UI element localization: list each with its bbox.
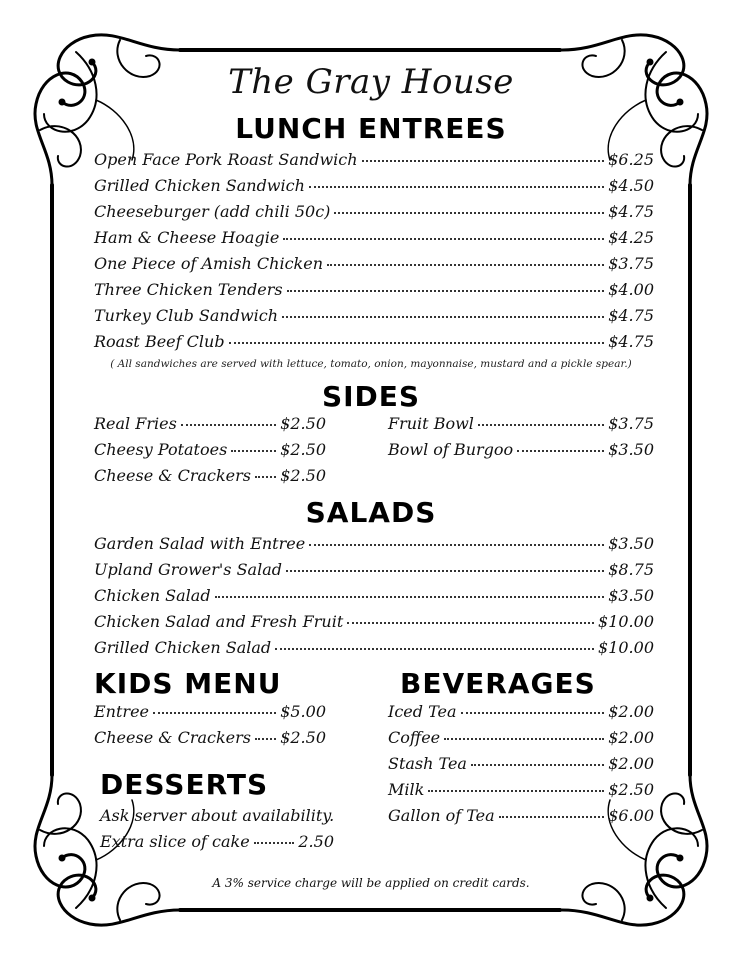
menu-row [94, 702, 326, 726]
beverages-heading: BEVERAGES [400, 667, 596, 700]
item-price: $2.00 [608, 728, 654, 747]
menu-row [388, 806, 654, 830]
restaurant-title: The Gray House [228, 62, 514, 102]
menu-row [94, 586, 654, 610]
item-name: Cheese & Crackers [94, 728, 251, 747]
leader-dots [499, 816, 605, 818]
leader-dots [255, 738, 276, 740]
item-name: Entree [94, 702, 149, 721]
item-price: $4.50 [608, 176, 654, 195]
leader-dots [282, 316, 604, 318]
menu-row [388, 414, 654, 438]
item-name: Gallon of Tea [388, 806, 495, 825]
item-name: One Piece of Amish Chicken [94, 254, 324, 273]
menu-row [94, 202, 654, 226]
menu-row [94, 254, 654, 278]
item-price: $3.75 [608, 254, 654, 273]
leader-dots [327, 264, 604, 266]
salads-heading: SALADS [305, 496, 437, 529]
menu-row [94, 638, 654, 662]
leader-dots [517, 450, 604, 452]
menu-row [388, 702, 654, 726]
item-name: Turkey Club Sandwich [94, 306, 279, 325]
desserts-heading: DESSERTS [100, 768, 269, 801]
leader-dots [254, 842, 295, 844]
menu-row [94, 332, 654, 356]
item-price: $2.50 [280, 466, 326, 485]
leader-dots [461, 712, 605, 714]
item-name: Cheeseburger (add chili 50c) [94, 202, 331, 221]
leader-dots [229, 342, 605, 344]
leader-dots [153, 712, 276, 714]
leader-dots [286, 570, 604, 572]
menu-row [94, 560, 654, 584]
leader-dots [287, 290, 605, 292]
item-price: $3.75 [608, 414, 654, 433]
service-charge-note: A 3% service charge will be applied on credit cards. [212, 876, 530, 890]
item-name: Ham & Cheese Hoagie [94, 228, 280, 247]
item-name: Upland Grower's Salad [94, 560, 282, 579]
leader-dots [471, 764, 604, 766]
item-price: $6.00 [608, 806, 654, 825]
item-price: $4.75 [608, 332, 654, 351]
menu-row [94, 306, 654, 330]
item-name: Grilled Chicken Sandwich [94, 176, 305, 195]
item-price: $3.50 [608, 586, 654, 605]
item-price: $10.00 [598, 638, 654, 657]
item-price: $2.50 [280, 728, 326, 747]
item-price: $10.00 [598, 612, 654, 631]
item-price: $4.75 [608, 306, 654, 325]
lunch-heading: LUNCH ENTREES [235, 112, 507, 145]
kids-heading: KIDS MENU [94, 667, 282, 700]
item-name: Cheesy Potatoes [94, 440, 228, 459]
menu-row [100, 832, 334, 856]
dessert-availability: Ask server about availability. [100, 806, 335, 825]
leader-dots [309, 186, 604, 188]
item-name: Chicken Salad and Fresh Fruit [94, 612, 344, 631]
item-price: $2.50 [280, 440, 326, 459]
item-price: $3.50 [608, 534, 654, 553]
item-name: Three Chicken Tenders [94, 280, 283, 299]
menu-row [94, 414, 326, 438]
item-price: $2.50 [608, 780, 654, 799]
item-price: $4.75 [608, 202, 654, 221]
item-name: Cheese & Crackers [94, 466, 251, 485]
item-name: Grilled Chicken Salad [94, 638, 272, 657]
menu-row [388, 780, 654, 804]
menu-row [94, 440, 326, 464]
leader-dots [283, 238, 604, 240]
item-name: Fruit Bowl [388, 414, 474, 433]
menu-row [94, 728, 326, 752]
item-name: Chicken Salad [94, 586, 211, 605]
leader-dots [478, 424, 604, 426]
menu-row [94, 150, 654, 174]
item-price: $2.50 [280, 414, 326, 433]
leader-dots [334, 212, 604, 214]
sandwich-note: ( All sandwiches are served with lettuce, tomato, onion, mayonnaise, mustard and a pickle spear.) [110, 358, 632, 370]
item-name: Bowl of Burgoo [388, 440, 514, 459]
menu-row [94, 280, 654, 304]
leader-dots [231, 450, 276, 452]
item-price: $2.00 [608, 754, 654, 773]
item-price: $5.00 [280, 702, 326, 721]
item-price: $4.00 [608, 280, 654, 299]
item-price: 2.50 [298, 832, 334, 851]
leader-dots [362, 160, 605, 162]
leader-dots [428, 790, 604, 792]
item-name: Iced Tea [388, 702, 457, 721]
item-name: Milk [388, 780, 425, 799]
leader-dots [255, 476, 276, 478]
item-name: Stash Tea [388, 754, 467, 773]
item-name: Extra slice of cake [100, 832, 250, 851]
menu-row [388, 754, 654, 778]
item-price: $8.75 [608, 560, 654, 579]
item-price: $6.25 [608, 150, 654, 169]
menu-row [94, 466, 326, 490]
leader-dots [275, 648, 594, 650]
leader-dots [444, 738, 604, 740]
item-name: Roast Beef Club [94, 332, 225, 351]
item-price: $2.00 [608, 702, 654, 721]
leader-dots [181, 424, 276, 426]
leader-dots [309, 544, 604, 546]
leader-dots [215, 596, 605, 598]
item-price: $4.25 [608, 228, 654, 247]
sides-heading: SIDES [321, 380, 421, 413]
leader-dots [347, 622, 594, 624]
item-name: Coffee [388, 728, 441, 747]
item-name: Real Fries [94, 414, 177, 433]
menu-row [94, 176, 654, 200]
item-name: Open Face Pork Roast Sandwich [94, 150, 358, 169]
item-name: Garden Salad with Entree [94, 534, 306, 553]
menu-row [94, 228, 654, 252]
menu-row [94, 612, 654, 636]
menu-row [388, 440, 654, 464]
menu-row [388, 728, 654, 752]
item-price: $3.50 [608, 440, 654, 459]
menu-row [94, 534, 654, 558]
